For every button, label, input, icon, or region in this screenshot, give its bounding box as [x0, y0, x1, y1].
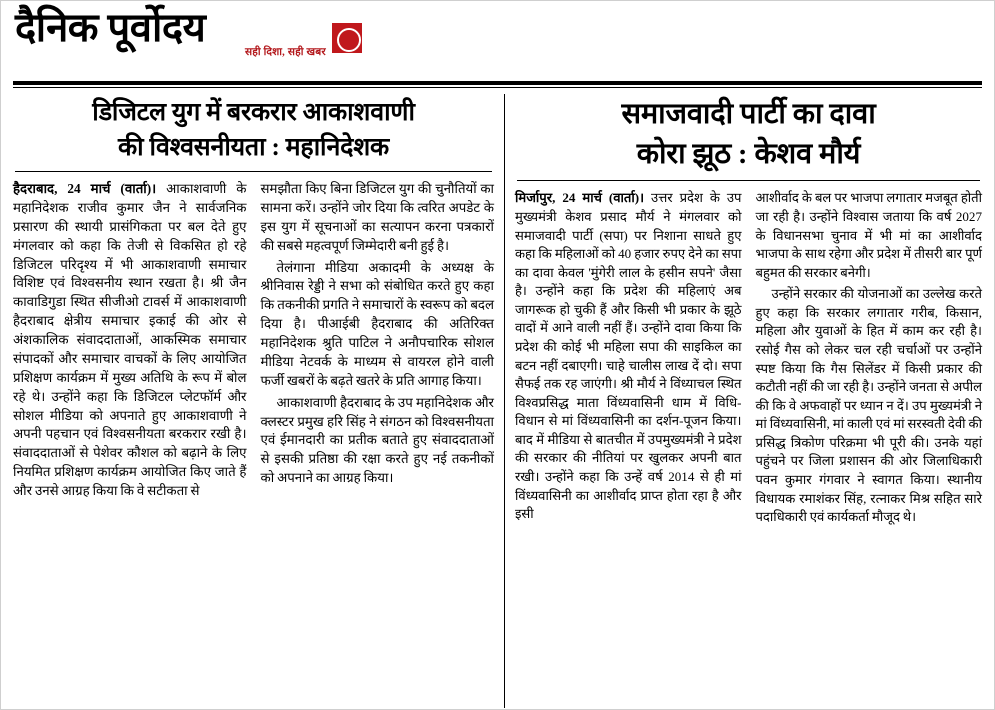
masthead: [1, 1, 994, 77]
headline-rule: [15, 171, 492, 172]
paragraph: तेलंगाना मीडिया अकादमी के अध्यक्ष के श्रीनिवास रेड्डी ने सभा को संबोधित करते हुए कहा कि तकनीकी प्रगति ने समाचारों के स्वरूप को बदल दिया है। पीआईबी हैदराबाद की अतिरिक्त महानिदेशक श्रुति पाटिल ने अनौपचारिक सोशल मीडिया नेटवर्क के माध्यम से वायरल होने वाली फर्जी खबरों के बढ़ते खतरे के प्रति आगाह किया।: [260, 259, 494, 388]
paragraph: आशीर्वाद के बल पर भाजपा लगातार मजबूत होती जा रही है। उन्होंने विश्वास जताया कि वर्ष 2027 के विधानसभा चुनाव में भी मां का आशीर्वाद भाजपा के साथ रहेगा और प्रदेश में तीसरी बार पूर्ण बहुमत की सरकार बनेगी।: [755, 190, 983, 280]
article-column-2: [756, 189, 983, 529]
paragraph: समझौता किए बिना डिजिटल युग की चुनौतियों का सामना करें। उन्होंने जोर दिया कि त्वरित अपडेट के इस युग में सूचनाओं का सत्यापन करना पत्रकारों की सबसे महत्वपूर्ण जिम्मेदारी बनी हुई है।: [260, 181, 494, 253]
article-column-2: [261, 180, 495, 504]
paragraph: [515, 189, 742, 523]
paragraph: आकाशवाणी हैदराबाद के उप महानिदेशक और क्लस्टर प्रमुख हरि सिंह ने संगठन को विश्वसनीयता एवं ईमानदारी का प्रतीक बताते हुए संवाददाताओं से इसकी प्रतिष्ठा की रक्षा करते हुए नई तकनीकों को अपनाने का आग्रह किया।: [260, 394, 494, 486]
newspaper-title: दैनिक पूर्वोदय: [15, 5, 206, 50]
article-samajwadi: [504, 94, 982, 708]
headline-line-1: डिजिटल युग में बरकरार आकाशवाणी: [92, 99, 415, 126]
dateline: हैदराबाद, 24 मार्च (वार्ता)।: [13, 181, 157, 196]
paragraph: उन्होंने सरकार की योजनाओं का उल्लेख करते हुए कहा कि सरकार लगातार गरीब, किसान, महिला और युवाओं के हित में काम कर रही है। रसोई गैस को लेकर चल रही चर्चाओं पर उन्होंने स्पष्ट किया कि गैस सिलेंडर में किसी प्रकार की कटौती नहीं की जा रही है। उन्होंने जनता से अपील की कि वे अफवाहों पर ध्यान न दें। उप मुख्यमंत्री ने मां विंध्यवासिनी, मां काली एवं मां सरस्वती देवी की प्रसिद्ध त्रिकोण परिक्रमा भी पूरी की। उनके यहां पहुंचने पर जिला प्रशासन की ओर जिलाधिकारी पवन कुमार गंगवार ने स्वागत किया। स्थानीय विधायक रमाशंकर सिंह, रत्नाकर मिश्र सहित सारे पदाधिकारी एवं कार्यकर्ता मौजूद थे।: [755, 286, 983, 525]
paragraph: [13, 180, 247, 501]
page-content: [1, 88, 994, 710]
flag-emblem-icon: [332, 23, 362, 53]
dateline: मिर्जापुर, 24 मार्च (वार्ता)।: [514, 190, 645, 206]
headline-line-1: समाजवादी पार्टी का दावा: [621, 98, 876, 130]
masthead-divider-thick: [13, 81, 982, 85]
headline-line-2: की विश्वसनीयता : महानिदेशक: [117, 134, 390, 161]
article-akashvani: [13, 94, 504, 708]
paragraph-text: आकाशवाणी के महानिदेशक राजीव कुमार जैन ने सार्वजनिक प्रसारण की स्थायी प्रासंगिकता पर बल देते हुए मंगलवार को कहा कि तेजी से विकसित हो रहे डिजिटल परिदृश्य में भी आकाशवाणी समाचार विशिष्ट एवं विश्वसनीय स्थान रखता है। श्री जैन कावाडिगुडा स्थित सीजीओ टावर्स में आकाशवाणी हैदराबाद क्षेत्रीय समाचार इकाई की ओर से अंशकालिक संवाददाताओं, आकस्मिक समाचार संपादकों और समाचार वाचकों के लिए आयोजित प्रशिक्षण कार्यक्रम में मुख्य अतिथि के रूप में बोल रहे थे। उन्होंने कहा कि डिजिटल प्लेटफॉर्म और सोशल मीडिया को अपनाते हुए आकाशवाणी ने अपनी पहचान एवं विश्वसनीयता बरकरार रखी है। संवाददाताओं से पेशेवर कौशल को बढ़ाने के लिए नियमित प्रशिक्षण कार्यक्रम आयोजित किए जाते हैं और उनसे आग्रह किया कि वे सटीकता से: [13, 181, 247, 498]
article-column-1: [13, 180, 247, 504]
headline-rule: [517, 180, 980, 181]
paragraph-text: उत्तर प्रदेश के उप मुख्यमंत्री केशव प्रसाद मौर्य ने मंगलवार को समाजवादी पार्टी (सपा) पर निशाना साधते हुए कहा कि महिलाओं को 40 हजार रुपए देने का सपा का दावा केवल 'मुंगेरी लाल के हसीन सपने' जैसा है। उन्होंने कहा कि प्रदेश की महिलाएं अब जागरूक हो चुकी हैं और किसी भी प्रकार के झूठे वादों में आने वाली नहीं हैं। उन्होंने दावा किया कि प्रदेश की कोई भी महिला सपा की साइकिल का बटन नहीं दबाएगी। चाहे चालीस लाख दें दो। सपा सैफई तक रह जाएंगी। श्री मौर्य ने विंध्याचल स्थित विश्वप्रसिद्ध माता विंध्यवासिनी धाम में विधि-विधान से मां विंध्यवासिनी का दर्शन-पूजन किया। बाद में मीडिया से बातचीत में उपमुख्यमंत्री ने प्रदेश की सरकार की नीतियां पर खुलकर अपनी बात रखी। उन्होंने कहा कि उन्हें वर्ष 2014 से ही मां विंध्यवासिनी का आशीर्वाद प्राप्त होता रहा है और इसी: [514, 190, 742, 522]
newspaper-tagline: सही दिशा, सही खबर: [245, 47, 326, 58]
headline-line-2: कोरा झूठ : केशव मौर्य: [636, 137, 861, 170]
article-column-1: [515, 189, 742, 529]
